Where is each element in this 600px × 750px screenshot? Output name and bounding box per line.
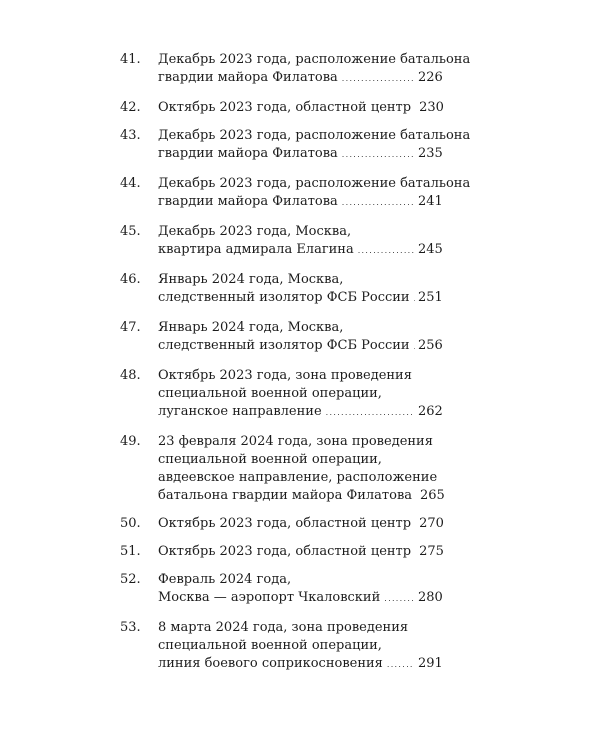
entry-last-line <box>158 337 442 356</box>
entry-last-line <box>158 241 442 260</box>
entry-body <box>158 543 442 562</box>
page-number: 226 <box>418 70 443 85</box>
entry-title-line: Октябрь 2023 года, областной центр <box>158 516 412 531</box>
entry-number: 48. <box>120 368 141 383</box>
toc-entry <box>120 271 470 308</box>
toc-entry <box>120 433 470 506</box>
entry-title-line: квартира адмирала Елагина <box>158 242 354 257</box>
entry-title-line: специальной военной операции, <box>158 452 382 467</box>
page-number: 230 <box>419 100 444 115</box>
entry-title-line: Октябрь 2023 года, зона проведения <box>158 368 412 383</box>
entry-body <box>158 319 442 356</box>
entry-body <box>158 175 471 212</box>
entry-number: 46. <box>120 272 141 287</box>
dot-leader <box>384 590 414 608</box>
entry-title-line: Декабрь 2023 года, Москва, <box>158 224 352 239</box>
entry-last-line <box>158 289 442 308</box>
entry-number: 52. <box>120 572 141 587</box>
entry-last-line <box>158 403 442 422</box>
dot-leader <box>342 146 414 164</box>
page-number: 251 <box>418 290 443 305</box>
page-number: 275 <box>419 544 444 559</box>
toc-entry <box>120 319 470 356</box>
toc-entry <box>120 175 470 212</box>
entry-last-line <box>158 99 442 118</box>
dot-leader <box>387 656 414 674</box>
page-number: 291 <box>418 656 443 671</box>
entry-title-line: 23 февраля 2024 года, зона проведения <box>158 434 433 449</box>
entry-body <box>158 619 442 674</box>
entry-title-line: следственный изолятор ФСБ России <box>158 290 410 305</box>
page-number: 270 <box>419 516 444 531</box>
entry-title-line: луганское направление <box>158 404 322 419</box>
entry-body <box>158 433 445 506</box>
entry-last-line <box>158 487 445 506</box>
entry-number: 53. <box>120 620 141 635</box>
entry-title-line: батальона гвардии майора Филатова <box>158 488 413 503</box>
entry-title-line: Январь 2024 года, Москва, <box>158 320 344 335</box>
toc-entry <box>120 543 470 562</box>
entry-title-line: Октябрь 2023 года, областной центр <box>158 100 412 115</box>
entry-title-line: гвардии майора Филатова <box>158 146 338 161</box>
entry-title-line: специальной военной операции, <box>158 638 382 653</box>
entry-title-line: линия боевого соприкосновения <box>158 656 383 671</box>
entry-body <box>158 367 442 422</box>
page-number: 241 <box>418 194 443 209</box>
entry-body <box>158 99 442 118</box>
entry-title-line: Москва — аэропорт Чкаловский <box>158 590 381 605</box>
entry-number: 47. <box>120 320 141 335</box>
dot-leader <box>326 404 414 422</box>
page-number: 245 <box>418 242 443 257</box>
entry-last-line <box>158 145 442 164</box>
page-number: 262 <box>418 404 443 419</box>
toc-entry <box>120 367 470 422</box>
entry-number: 42. <box>120 100 141 115</box>
toc-entry <box>120 223 470 260</box>
entry-number: 49. <box>120 434 141 449</box>
entry-title-line: 8 марта 2024 года, зона проведения <box>158 620 409 635</box>
entry-number: 44. <box>120 176 141 191</box>
toc-entry <box>120 51 470 88</box>
dot-leader <box>342 70 414 88</box>
entry-body <box>158 271 442 308</box>
entry-last-line <box>158 193 442 212</box>
entry-title-line: Февраль 2024 года, <box>158 572 292 587</box>
entry-title-line: Октябрь 2023 года, областной центр <box>158 544 412 559</box>
page-number: 280 <box>418 590 443 605</box>
page-number: 235 <box>418 146 443 161</box>
page-number: 256 <box>418 338 443 353</box>
entry-number: 50. <box>120 516 141 531</box>
dot-leader <box>342 194 414 212</box>
dot-leader <box>358 242 414 260</box>
entry-last-line <box>158 655 442 674</box>
toc-entry <box>120 619 470 674</box>
entry-body <box>158 571 442 608</box>
entry-last-line <box>158 589 442 608</box>
entry-last-line <box>158 515 442 534</box>
toc-entry <box>120 571 470 608</box>
toc-entry <box>120 99 470 118</box>
page-number: 265 <box>420 488 445 503</box>
entry-title-line: Январь 2024 года, Москва, <box>158 272 344 287</box>
entry-number: 45. <box>120 224 141 239</box>
entry-title-line: гвардии майора Филатова <box>158 70 338 85</box>
entry-number: 41. <box>120 52 141 67</box>
toc-entry <box>120 515 470 534</box>
entry-title-line: специальной военной операции, <box>158 386 382 401</box>
entry-number: 43. <box>120 128 141 143</box>
entry-title-line: Декабрь 2023 года, расположение батальона <box>158 52 471 67</box>
entry-body <box>158 51 471 88</box>
entry-title-line: авдеевское направление, расположение <box>158 470 438 485</box>
entry-title-line: гвардии майора Филатова <box>158 194 338 209</box>
entry-title-line: следственный изолятор ФСБ России <box>158 338 410 353</box>
table-of-contents <box>120 51 470 674</box>
entry-body <box>158 223 442 260</box>
entry-last-line <box>158 543 442 562</box>
entry-title-line: Декабрь 2023 года, расположение батальона <box>158 176 471 191</box>
entry-number: 51. <box>120 544 141 559</box>
entry-body <box>158 127 471 164</box>
entry-body <box>158 515 442 534</box>
toc-entry <box>120 127 470 164</box>
entry-title-line: Декабрь 2023 года, расположение батальона <box>158 128 471 143</box>
entry-last-line <box>158 69 442 88</box>
